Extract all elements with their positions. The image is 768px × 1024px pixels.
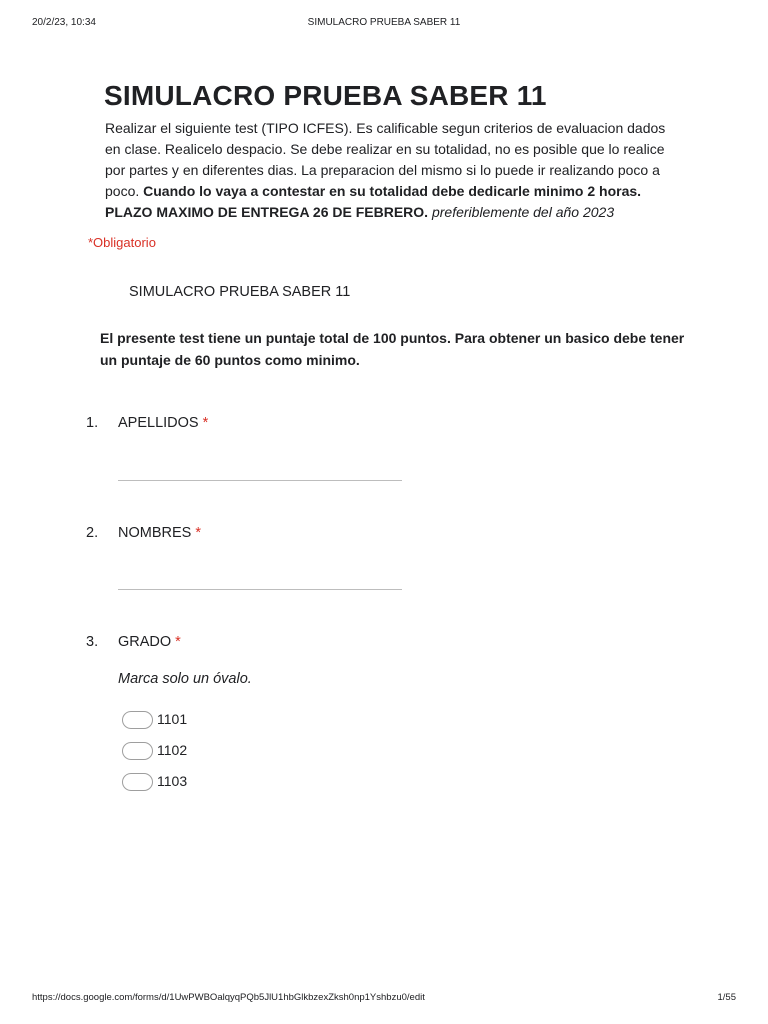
required-note: *Obligatorio (88, 235, 156, 250)
print-datetime: 20/2/23, 10:34 (32, 17, 96, 28)
form-description (105, 118, 675, 223)
option-1101[interactable] (122, 709, 322, 731)
print-url: https://docs.google.com/forms/d/1UwPWBOalqyqPQb5JlU1hbGlkbzexZksh0np1Yshbzu0/edit (32, 992, 425, 1003)
question-nombres (86, 525, 686, 555)
option-label: 1102 (157, 742, 188, 758)
form-description-text: Realizar el siguiente test (TIPO ICFES). Es calificable segun criterios de evaluacion dados en clase. Realicelo despacio. Se debe realizar en su totalidad, no es posible que lo realice por partes y en diferentes dias. La preparacion del mismo si lo puede ir realizando poco a poco. (105, 120, 666, 199)
required-asterisk: * (195, 525, 201, 541)
question-label (118, 634, 181, 650)
section-title: SIMULACRO PRUEBA SABER 11 (129, 284, 351, 300)
question-number: 2. (86, 525, 99, 541)
question-label-text: APELLIDOS (118, 415, 199, 431)
print-doc-title: SIMULACRO PRUEBA SABER 11 (307, 17, 461, 28)
required-asterisk: * (175, 634, 181, 650)
option-label: 1103 (157, 773, 188, 789)
apellidos-input[interactable] (118, 480, 402, 481)
question-label-text: GRADO (118, 634, 172, 650)
page-number: 1/55 (717, 992, 736, 1003)
required-asterisk: * (202, 415, 209, 431)
form-description-bold: Cuando lo vaya a contestar en su totalidad debe dedicarle minimo 2 horas. PLAZO MAXIMO DE ENTREGA 26 DE FEBRERO. (105, 183, 642, 220)
option-1103[interactable] (122, 771, 322, 793)
print-footer (32, 992, 736, 1006)
option-label: 1101 (157, 711, 188, 727)
question-grado (86, 634, 686, 664)
question-number: 1. (86, 415, 99, 431)
question-apellidos (86, 415, 686, 445)
question-label (118, 525, 201, 541)
question-label-text: NOMBRES (118, 525, 192, 541)
question-number: 3. (86, 634, 99, 650)
oval-radio-icon[interactable] (122, 711, 153, 729)
nombres-input[interactable] (118, 589, 402, 590)
oval-radio-icon[interactable] (122, 742, 153, 760)
question-hint: Marca solo un óvalo. (118, 671, 252, 687)
question-label (118, 415, 208, 431)
option-1102[interactable] (122, 740, 322, 762)
print-header (32, 17, 736, 31)
section-description: El presente test tiene un puntaje total de 100 puntos. Para obtener un basico debe tener un puntaje de 60 puntos como minimo. (100, 330, 685, 368)
form-description-italic: preferiblemente del año 2023 (431, 204, 615, 220)
form-title: SIMULACRO PRUEBA SABER 11 (104, 80, 547, 111)
oval-radio-icon[interactable] (122, 773, 153, 791)
